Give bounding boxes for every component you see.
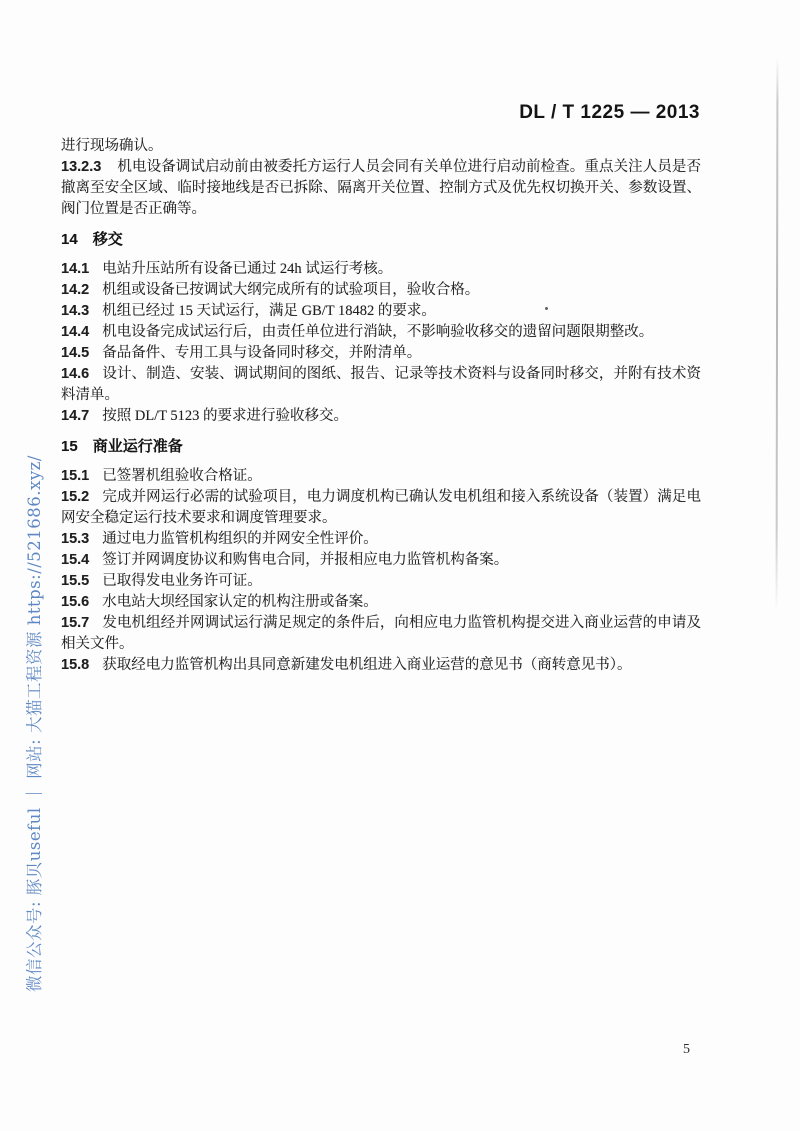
section-heading — [61, 436, 701, 457]
clause-item-text: 机组已经过 15 天试运行，满足 GB/T 18482 的要求。 — [102, 303, 436, 319]
clause-item-number: 15.5 — [61, 573, 90, 589]
clause-item-number: 15.1 — [61, 468, 90, 484]
clause-item-text: 已签署机组验收合格证。 — [102, 468, 262, 484]
clause-item-number: 15.2 — [61, 489, 90, 505]
clause-item-number: 14.6 — [61, 366, 90, 382]
clause-item — [61, 406, 701, 427]
clause-item-number: 14.7 — [61, 408, 90, 424]
scan-edge-line — [776, 58, 778, 612]
section — [61, 436, 701, 676]
clause-item-text: 水电站大坝经国家认定的机构注册或备案。 — [102, 594, 378, 610]
clause-item — [61, 592, 701, 613]
clause-item — [61, 466, 701, 487]
section-title: 移交 — [92, 231, 123, 248]
sections-container — [61, 229, 701, 676]
clause-item-text: 通过电力监管机构组织的并网安全性评价。 — [102, 531, 378, 547]
clause-item-number: 15.4 — [61, 552, 90, 568]
clause-number: 13.2.3 — [61, 159, 102, 175]
clause-item — [61, 571, 701, 592]
clause-item-text: 机组或设备已按调试大纲完成所有的试验项目，验收合格。 — [102, 282, 480, 298]
section-number: 15 — [61, 438, 78, 455]
continuation-line: 进行现场确认。 — [61, 138, 163, 154]
clause-item — [61, 343, 701, 364]
section — [61, 229, 701, 427]
clause-item-number: 15.8 — [61, 657, 90, 673]
clause-item-text: 签订并网调度协议和购售电合同，并报相应电力监管机构备案。 — [102, 552, 509, 568]
clause-item-text: 备品备件、专用工具与设备同时移交，并附清单。 — [102, 345, 422, 361]
clause-item-text: 机电设备完成试运行后，由责任单位进行消缺，不影响验收移交的遗留问题限期整改。 — [102, 324, 654, 340]
clause-item-text: 已取得发电业务许可证。 — [102, 573, 262, 589]
clause-item-number: 14.5 — [61, 345, 90, 361]
document-body — [61, 136, 701, 676]
section-title: 商业运行准备 — [92, 438, 183, 455]
clause-item-number: 14.1 — [61, 261, 90, 277]
clause-item — [61, 529, 701, 550]
clause-item — [61, 280, 701, 301]
clause-item — [61, 613, 701, 655]
clause-item-text: 完成并网运行必需的试验项目，电力调度机构已确认发电机组和接入系统设备（装置）满足电网安全稳定运行技术要求和调度管理要求。 — [61, 489, 701, 526]
clause-item — [61, 259, 701, 280]
clause-item-number: 14.4 — [61, 324, 90, 340]
clause-item — [61, 301, 701, 322]
clause-text: 机电设备调试启动前由被委托方运行人员会同有关单位进行启动前检查。重点关注人员是否撤离至安全区域、临时接地线是否已拆除、隔离开关位置、控制方式及优先权切换开关、参数设置、阀门位置是否正确等。 — [61, 159, 701, 217]
page-number: 5 — [683, 1042, 690, 1057]
clause-item-number: 14.3 — [61, 303, 90, 319]
clause-item-text: 设计、制造、安装、调试期间的图纸、报告、记录等技术资料与设备同时移交，并附有技术资料清单。 — [61, 366, 701, 403]
clause-item — [61, 364, 701, 406]
clause-item — [61, 655, 701, 676]
clause-item-number: 15.6 — [61, 594, 90, 610]
clause-item — [61, 322, 701, 343]
clause-item — [61, 550, 701, 571]
clause-item-number: 15.7 — [61, 615, 90, 631]
section-items — [61, 259, 701, 427]
watermark-text: 微信公众号: 豚贝useful ｜ 网站: 大猫工程资源 https://521686.xyz/ — [25, 455, 44, 992]
clause-item-text: 发电机组经并网调试运行满足规定的条件后，向相应电力监管机构提交进入商业运营的申请及相关文件。 — [61, 615, 701, 652]
clause-item-number: 14.2 — [61, 282, 90, 298]
clause-item-number: 15.3 — [61, 531, 90, 547]
clause-item-text: 电站升压站所有设备已通过 24h 试运行考核。 — [102, 261, 393, 277]
clause-item — [61, 487, 701, 529]
section-items — [61, 466, 701, 676]
section-number: 14 — [61, 231, 78, 248]
clause-item-text: 按照 DL/T 5123 的要求进行验收移交。 — [102, 408, 349, 424]
standard-number-header: DL / T 1225 — 2013 — [519, 102, 700, 123]
clause-item-text: 获取经电力监管机构出具同意新建发电机组进入商业运营的意见书（商转意见书）。 — [102, 657, 632, 673]
clause-13-2-3 — [61, 157, 701, 220]
section-heading — [61, 229, 701, 250]
